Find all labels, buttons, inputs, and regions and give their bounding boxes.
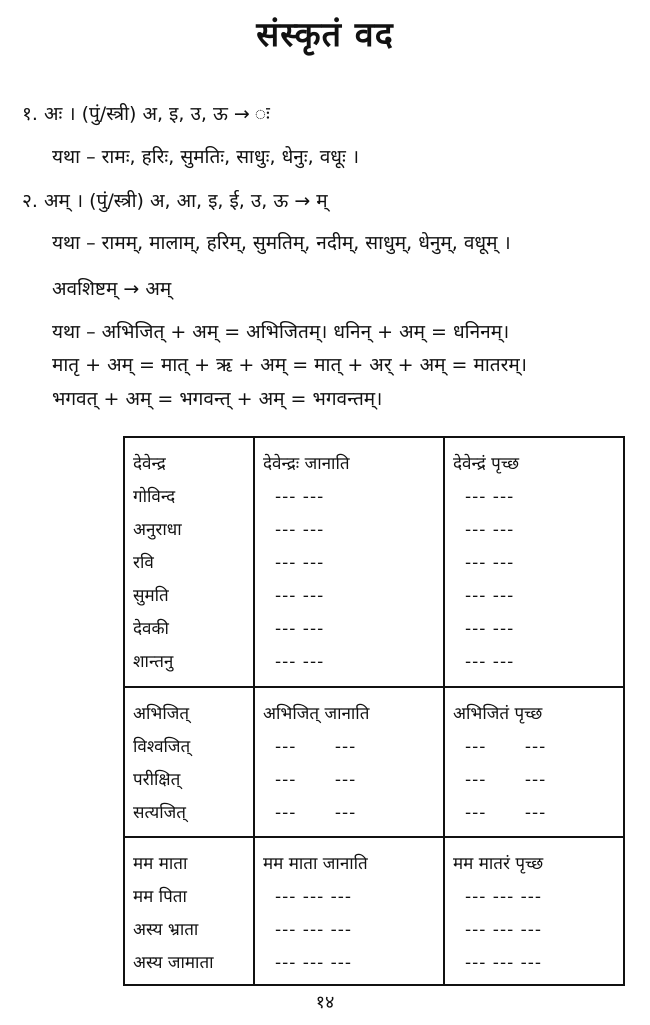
name-cell: शान्तनु: [133, 652, 174, 672]
accusative-column: [444, 437, 624, 687]
blank-cell: --- ---: [465, 553, 515, 573]
column-header: अभिजितं पृच्छ: [453, 704, 543, 724]
column-header: मम मातरं पृच्छ: [453, 854, 544, 874]
name-cell: अनुराधा: [133, 520, 182, 540]
name-cell: मम माता: [133, 854, 188, 874]
blank-cell: --- ---: [465, 619, 515, 639]
name-cell: रवि: [133, 553, 154, 573]
blank-cell: --- ---: [465, 803, 547, 823]
name-cell: सुमति: [133, 586, 169, 606]
name-cell: अस्य भ्राता: [133, 920, 199, 940]
accusative-column: [444, 687, 624, 837]
page-number: १४: [315, 992, 335, 1013]
rule-2-line: २. अम् । (पुं/स्त्री) अ, आ, इ, ई, उ, ऊ → म्: [22, 190, 328, 212]
rule-1-example: यथा – रामः, हरिः, सुमतिः, साधुः, धेनुः, वधूः ।: [52, 146, 360, 168]
name-column: [124, 837, 254, 985]
name-cell: गोविन्द: [133, 487, 176, 507]
blank-cell: --- --- ---: [465, 953, 543, 973]
blank-cell: --- --- ---: [465, 920, 543, 940]
blank-cell: --- ---: [275, 553, 325, 573]
name-column: [124, 437, 254, 687]
blank-cell: --- ---: [465, 520, 515, 540]
name-cell: सत्यजित्: [133, 803, 186, 823]
blank-cell: --- ---: [275, 487, 325, 507]
page-title: संस्कृतं वद: [256, 15, 394, 55]
name-cell: देवकी: [133, 619, 169, 639]
blank-cell: --- ---: [275, 520, 325, 540]
table-section-devendra: [124, 437, 624, 687]
column-header: देवेन्द्रं पृच्छ: [453, 454, 519, 474]
column-header: देवेन्द्रः जानाति: [263, 454, 350, 474]
blank-cell: --- ---: [465, 737, 547, 757]
nominative-column: [254, 687, 444, 837]
column-header: अभिजित् जानाति: [263, 704, 370, 724]
name-cell: परीक्षित्: [133, 770, 181, 790]
table-section-mama-mata: [124, 837, 624, 985]
blank-cell: --- ---: [465, 770, 547, 790]
remaining-heading: अवशिष्टम् → अम्: [52, 278, 172, 300]
accusative-column: [444, 837, 624, 985]
blank-cell: --- ---: [275, 652, 325, 672]
blank-cell: --- ---: [465, 487, 515, 507]
name-cell: अस्य जामाता: [133, 953, 214, 973]
blank-cell: --- ---: [275, 619, 325, 639]
rule-2-example: यथा – रामम्, मालाम्, हरिम्, सुमतिम्, नदीम्, साधुम्, धेनुम्, वधूम् ।: [52, 232, 511, 254]
table-section-abhijit: [124, 687, 624, 837]
blank-cell: --- ---: [465, 652, 515, 672]
nominative-column: [254, 437, 444, 687]
blank-cell: --- --- ---: [275, 920, 353, 940]
name-cell: मम पिता: [133, 887, 187, 907]
exercise-table: [123, 436, 625, 986]
name-cell: विश्वजित्: [133, 737, 191, 757]
name-cell: देवेन्द्र: [133, 454, 166, 474]
remaining-example-2: मातृ + अम् = मात् + ऋ + अम् = मात् + अर् + अम् = मातरम्।: [52, 354, 527, 376]
blank-cell: --- --- ---: [465, 887, 543, 907]
name-cell: अभिजित्: [133, 704, 190, 724]
blank-cell: --- --- ---: [275, 953, 353, 973]
rule-1-line: १. अः । (पुं/स्त्री) अ, इ, उ, ऊ → ः: [22, 103, 270, 125]
blank-cell: --- ---: [275, 586, 325, 606]
remaining-example-1: यथा – अभिजित् + अम् = अभिजितम्। धनिन् + अम् = धनिनम्।: [52, 321, 510, 343]
blank-cell: --- ---: [275, 803, 357, 823]
blank-cell: --- --- ---: [275, 887, 353, 907]
blank-cell: --- ---: [275, 770, 357, 790]
column-header: मम माता जानाति: [263, 854, 368, 874]
blank-cell: --- ---: [275, 737, 357, 757]
nominative-column: [254, 837, 444, 985]
remaining-example-3: भगवत् + अम् = भगवन्त् + अम् = भगवन्तम्।: [52, 388, 383, 410]
name-column: [124, 687, 254, 837]
blank-cell: --- ---: [465, 586, 515, 606]
